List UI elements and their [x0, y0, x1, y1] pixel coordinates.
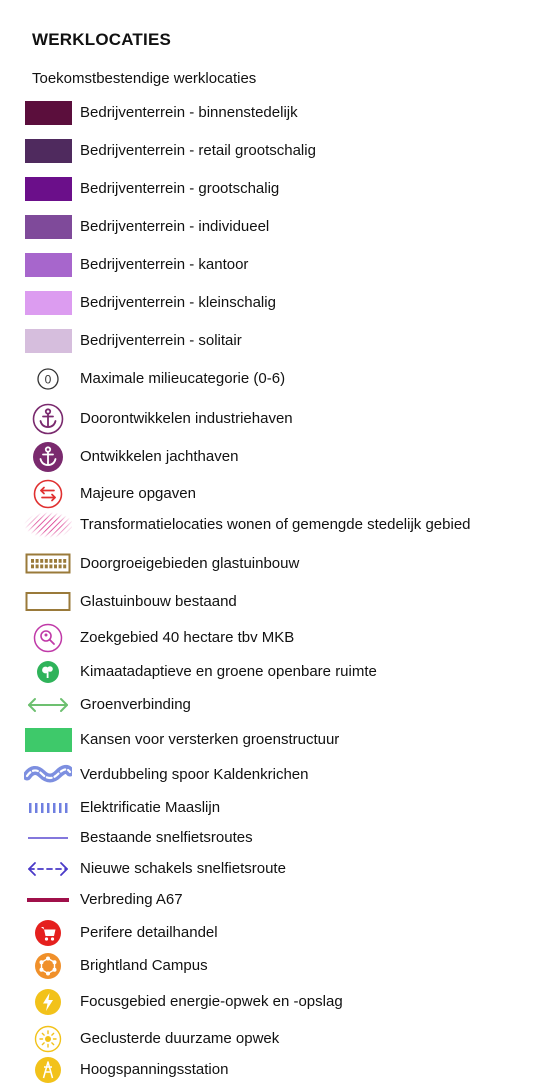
color-swatch: [24, 250, 72, 280]
legend-item-label: Verdubbeling spoor Kaldenkrichen: [80, 766, 309, 783]
legend-item: [0, 212, 536, 242]
color-swatch: [24, 174, 72, 204]
legend-item: [0, 885, 536, 915]
color-swatch: [24, 212, 72, 242]
legend-item: [0, 587, 536, 617]
thick-line-icon: [24, 885, 72, 915]
legend-item-label: Focusgebied energie-opwek en -opslag: [80, 993, 343, 1010]
solid-line-icon: [24, 823, 72, 853]
dashed-arrow-icon: [24, 854, 72, 884]
legend-subtitle: Toekomstbestendige werklocaties: [32, 70, 257, 87]
legend-item-label: Majeure opgaven: [80, 485, 196, 502]
network-icon: [24, 951, 72, 981]
legend-item-label: Bedrijventerrein - grootschalig: [80, 180, 280, 197]
lightning-icon: [24, 987, 72, 1017]
legend-item-label: Transformatielocaties wonen of gemengde stedelijk gebied: [80, 516, 471, 533]
legend-item-label: Groenverbinding: [80, 696, 191, 713]
grid-box-icon: [24, 549, 72, 579]
legend-item-label: Bedrijventerrein - kleinschalig: [80, 294, 276, 311]
legend-item-label: Perifere detailhandel: [80, 924, 218, 941]
legend-item: [0, 326, 536, 356]
legend-item: [0, 136, 536, 166]
legend-item: [0, 442, 536, 472]
legend-item-label: Glastuinbouw bestaand: [80, 593, 237, 610]
legend-item: [0, 823, 536, 853]
legend-item: [0, 987, 536, 1017]
legend-item: [0, 510, 536, 540]
legend-item: [0, 725, 536, 755]
legend-item-label: Bedrijventerrein - retail grootschalig: [80, 142, 316, 159]
legend-item-label: Ontwikkelen jachthaven: [80, 448, 239, 465]
legend-item: [0, 760, 536, 790]
cart-icon: [24, 918, 72, 948]
sun-circle-icon: [24, 1024, 72, 1054]
legend-item: [0, 1055, 536, 1085]
legend-item: [0, 1024, 536, 1054]
legend-item-label: Doorontwikkelen industriehaven: [80, 410, 293, 427]
legend-item-label: Kansen voor versterken groenstructuur: [80, 731, 340, 748]
legend-item-label: Geclusterde duurzame opwek: [80, 1030, 280, 1047]
legend-item: [0, 951, 536, 981]
legend-item-label: Bestaande snelfietsroutes: [80, 829, 253, 846]
arrows-exchange-icon: [24, 479, 72, 509]
double-arrow-icon: [24, 690, 72, 720]
legend-item-label: Doorgroeigebieden glastuinbouw: [80, 555, 300, 572]
legend-item: [0, 174, 536, 204]
legend-item-label: Bedrijventerrein - kantoor: [80, 256, 249, 273]
svg-text:0: 0: [44, 372, 52, 387]
hatched-patch-icon: [24, 510, 72, 540]
legend-item: [0, 793, 536, 823]
color-swatch: [24, 326, 72, 356]
legend-item-label: Brightland Campus: [80, 957, 208, 974]
color-swatch: [24, 98, 72, 128]
tick-line-icon: [24, 793, 72, 823]
legend-item: [0, 404, 536, 434]
legend-item-label: Maximale milieucategorie (0-6): [80, 370, 286, 387]
wavy-track-icon: [24, 760, 72, 790]
legend-item: [0, 854, 536, 884]
legend-title: WERKLOCATIES: [32, 30, 172, 49]
circled-number-icon: [24, 364, 72, 394]
legend-item-label: Kimaatadaptieve en groene openbare ruimte: [80, 663, 377, 680]
legend-item-label: Hoogspanningsstation: [80, 1061, 229, 1078]
legend-item-label: Bedrijventerrein - individueel: [80, 218, 270, 235]
legend-item: [0, 98, 536, 128]
legend-item-label: Bedrijventerrein - binnenstedelijk: [80, 104, 298, 121]
color-swatch: [24, 725, 72, 755]
legend-item-label: Elektrificatie Maaslijn: [80, 799, 221, 816]
anchor-outline-icon: [24, 404, 72, 434]
color-swatch: [24, 136, 72, 166]
legend-item-label: Nieuwe schakels snelfietsroute: [80, 860, 286, 877]
search-pin-icon: [24, 623, 72, 653]
legend-item-label: Bedrijventerrein - solitair: [80, 332, 242, 349]
legend-item-label: Verbreding A67: [80, 891, 183, 908]
legend-item: [0, 250, 536, 280]
legend-item: [0, 479, 536, 509]
legend-item: [0, 690, 536, 720]
legend-item: [0, 549, 536, 579]
legend-item: [0, 364, 536, 394]
legend-item: [0, 918, 536, 948]
outline-box-icon: [24, 587, 72, 617]
legend-item: [0, 288, 536, 318]
tree-circle-icon: [24, 657, 72, 687]
legend-item: [0, 623, 536, 653]
legend-item: [0, 657, 536, 687]
legend-item-label: Zoekgebied 40 hectare tbv MKB: [80, 629, 295, 646]
color-swatch: [24, 288, 72, 318]
pylon-icon: [24, 1055, 72, 1085]
anchor-filled-icon: [24, 442, 72, 472]
